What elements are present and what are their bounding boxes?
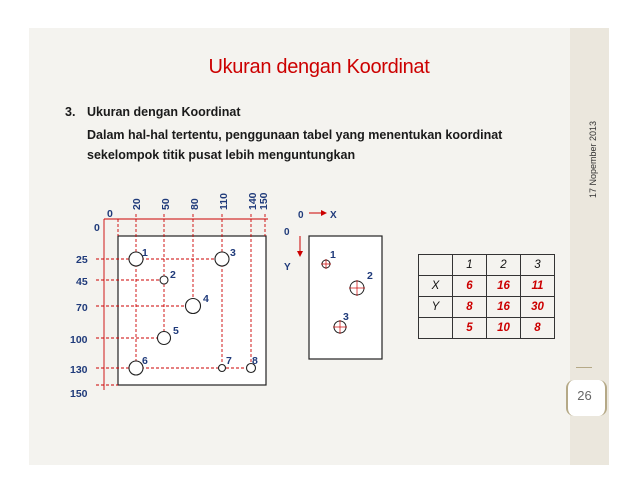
hole-label-8: 8 xyxy=(252,355,258,367)
table-header: 2 xyxy=(487,255,521,276)
hole-2 xyxy=(160,276,168,284)
y-dim-130: 130 xyxy=(70,364,88,376)
table-cell: 11 xyxy=(521,276,555,297)
hole-3 xyxy=(215,252,229,266)
table-cell: 8 xyxy=(521,318,555,339)
x-dim-20: 20 xyxy=(131,198,143,210)
origin-y-label: 0 xyxy=(94,222,100,234)
d2-origin-y: 0 xyxy=(284,227,290,238)
table-cell: 30 xyxy=(521,297,555,318)
row-label: Y xyxy=(419,297,453,318)
table-cell: 6 xyxy=(453,276,487,297)
y-dim-70: 70 xyxy=(76,302,88,314)
hole-4 xyxy=(186,299,201,314)
hole-label-3: 3 xyxy=(230,247,236,259)
hole-label-5: 5 xyxy=(173,325,179,337)
table-row xyxy=(419,318,555,339)
slide-title: Ukuran dengan Koordinat xyxy=(208,56,430,78)
d2-axis-x: X xyxy=(330,210,337,221)
y-dim-25: 25 xyxy=(76,254,88,266)
hole-5 xyxy=(158,332,171,345)
hole-6 xyxy=(129,361,143,375)
table-header: 1 xyxy=(453,255,487,276)
table-cell: 16 xyxy=(487,297,521,318)
d2-hole-label-2: 2 xyxy=(367,270,373,282)
x-dim-150: 150 xyxy=(258,192,270,210)
hole-label-1: 1 xyxy=(142,247,148,259)
hole-label-2: 2 xyxy=(170,269,176,281)
page-number: 26 xyxy=(577,388,592,403)
origin-x-label: 0 xyxy=(107,208,113,220)
d2-origin-x: 0 xyxy=(298,210,304,221)
plate-2 xyxy=(309,236,382,359)
d2-hole-label-1: 1 xyxy=(330,249,336,261)
hole-7 xyxy=(219,365,226,372)
table-row xyxy=(419,276,555,297)
x-dim-80: 80 xyxy=(189,198,201,210)
coordinate-table xyxy=(418,254,555,339)
hole-label-6: 6 xyxy=(142,355,148,367)
x-dim-110: 110 xyxy=(218,193,230,210)
d2-axis-y: Y xyxy=(284,262,291,273)
x-dim-50: 50 xyxy=(160,198,172,210)
row-label: X xyxy=(419,276,453,297)
y-dim-100: 100 xyxy=(70,334,88,346)
table-cell: 8 xyxy=(453,297,487,318)
table-cell: 5 xyxy=(453,318,487,339)
table-cell: 16 xyxy=(487,276,521,297)
section-title: Ukuran dengan Koordinat xyxy=(87,105,241,119)
table-corner xyxy=(419,255,453,276)
y-dim-150: 150 xyxy=(70,388,88,400)
body-paragraph: Dalam hal-hal tertentu, penggunaan tabel yang menentukan koordinat sekelompok titik pusat lebih menguntungkan xyxy=(87,128,503,162)
table-header: 3 xyxy=(521,255,555,276)
hole-label-4: 4 xyxy=(203,293,209,305)
section-number: 3. xyxy=(65,105,76,119)
hole-label-7: 7 xyxy=(226,355,232,367)
d2-hole-label-3: 3 xyxy=(343,311,349,323)
y-dim-45: 45 xyxy=(76,276,88,288)
table-cell: 10 xyxy=(487,318,521,339)
row-label xyxy=(419,318,453,339)
table-row xyxy=(419,297,555,318)
x-dim-140: 140 xyxy=(247,192,259,210)
hole-1 xyxy=(129,252,143,266)
slide-date: 17 Nopember 2013 xyxy=(588,120,598,198)
